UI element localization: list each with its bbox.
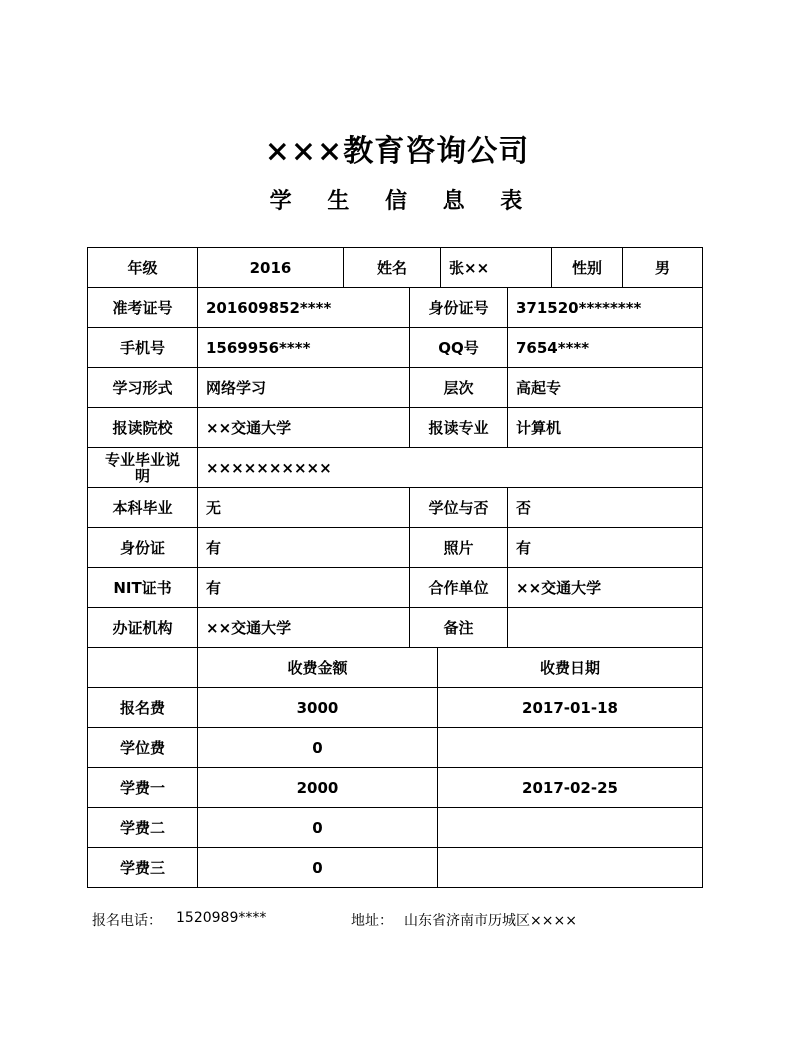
fee-row-label: 学费二 [88, 808, 198, 848]
footer-phone-label: 报名电话： [92, 913, 162, 929]
grade-label: 年级 [88, 248, 198, 288]
exam-no-value: 201609852**** [198, 288, 410, 328]
fee-row-date: 2017-02-25 [438, 768, 703, 808]
fee-row-label: 报名费 [88, 688, 198, 728]
bachelor-value: 无 [198, 488, 410, 528]
gender-value: 男 [623, 248, 703, 288]
phone-value: 1569956**** [198, 328, 410, 368]
office-value: ××交通大学 [198, 608, 410, 648]
name-label: 姓名 [344, 248, 441, 288]
study-mode-value: 网络学习 [198, 368, 410, 408]
fee-row-amount: 0 [198, 728, 438, 768]
remark-label: 备注 [410, 608, 508, 648]
fee-amount-header: 收费金额 [198, 648, 438, 688]
fee-row-amount: 3000 [198, 688, 438, 728]
phone-label: 手机号 [88, 328, 198, 368]
id-card-label: 身份证 [88, 528, 198, 568]
level-label: 层次 [410, 368, 508, 408]
major-label: 报读专业 [410, 408, 508, 448]
form-title: 学 生 信 息 表 [269, 189, 537, 214]
fee-row-date: 2017-01-18 [438, 688, 703, 728]
photo-value: 有 [508, 528, 703, 568]
school-value: ××交通大学 [198, 408, 410, 448]
study-mode-label: 学习形式 [88, 368, 198, 408]
qq-value: 7654**** [508, 328, 703, 368]
remark-value [508, 608, 703, 648]
fee-corner-cell [88, 648, 198, 688]
id-no-label: 身份证号 [410, 288, 508, 328]
fee-row-label: 学费一 [88, 768, 198, 808]
fee-date-header: 收费日期 [438, 648, 703, 688]
fee-row-label: 学费三 [88, 848, 198, 888]
degree-value: 否 [508, 488, 703, 528]
fee-row-amount: 0 [198, 848, 438, 888]
id-card-value: 有 [198, 528, 410, 568]
fee-row-label: 学位费 [88, 728, 198, 768]
company-name: ×××教育咨询公司 [264, 134, 530, 169]
fee-row-amount: 2000 [198, 768, 438, 808]
name-value: 张×× [441, 248, 552, 288]
exam-no-label: 准考证号 [88, 288, 198, 328]
footer-address-label: 地址： [351, 913, 393, 929]
footer-address: 山东省济南市历城区×××× [404, 913, 577, 929]
footer-phone: 1520989**** [176, 910, 267, 926]
id-no-value: 371520******** [508, 288, 703, 328]
nit-value: 有 [198, 568, 410, 608]
photo-label: 照片 [410, 528, 508, 568]
fee-row-date [438, 848, 703, 888]
fee-row-date [438, 728, 703, 768]
fee-row-date [438, 808, 703, 848]
level-value: 高起专 [508, 368, 703, 408]
major-value: 计算机 [508, 408, 703, 448]
gender-label: 性别 [552, 248, 623, 288]
grad-note-label: 专业毕业说明 [88, 448, 198, 488]
grad-note-value: ×××××××××× [198, 448, 703, 488]
partner-value: ××交通大学 [508, 568, 703, 608]
degree-label: 学位与否 [410, 488, 508, 528]
nit-label: NIT证书 [88, 568, 198, 608]
bachelor-label: 本科毕业 [88, 488, 198, 528]
school-label: 报读院校 [88, 408, 198, 448]
student-info-table [87, 247, 703, 888]
grade-value: 2016 [198, 248, 344, 288]
office-label: 办证机构 [88, 608, 198, 648]
fee-row-amount: 0 [198, 808, 438, 848]
partner-label: 合作单位 [410, 568, 508, 608]
qq-label: QQ号 [410, 328, 508, 368]
